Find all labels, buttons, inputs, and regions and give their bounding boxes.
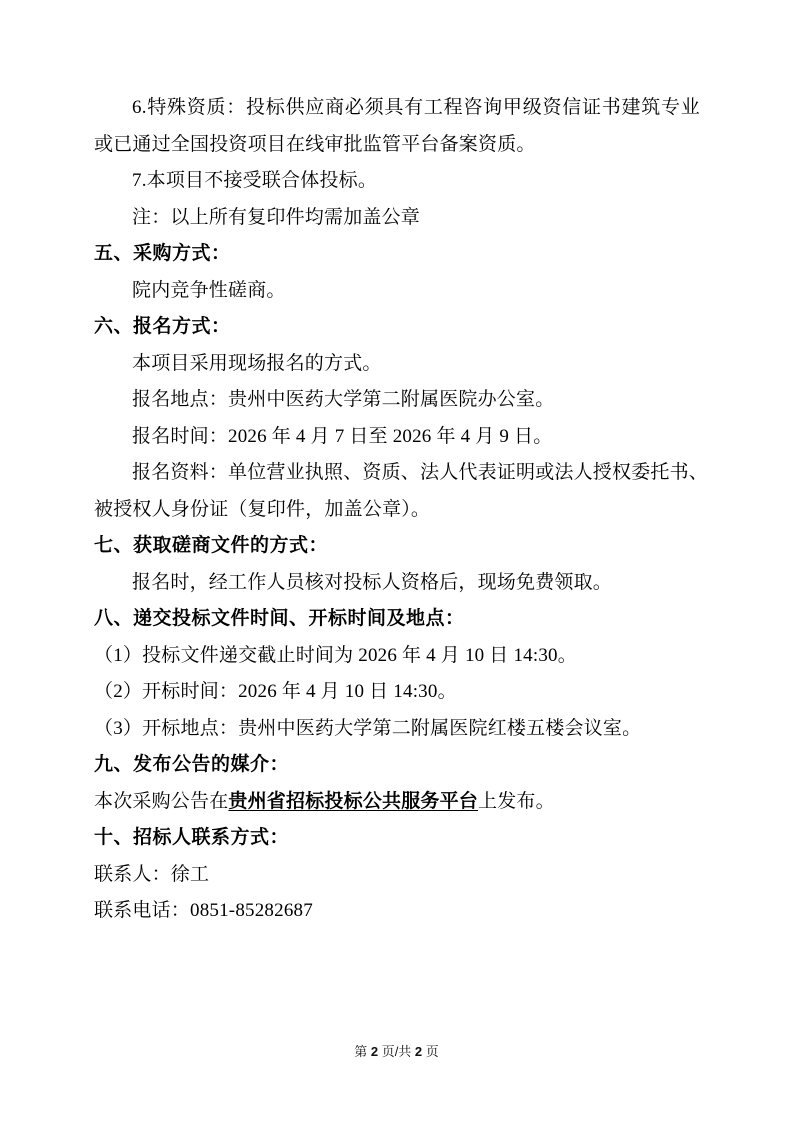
paragraph-line bbox=[94, 893, 700, 930]
platform-name-text: 贵州省招标投标公共服务平台 bbox=[228, 790, 479, 812]
paragraph-line bbox=[94, 382, 700, 419]
paragraph-line bbox=[94, 638, 700, 675]
text-segment: 十、招标人联系方式： bbox=[94, 827, 290, 848]
text-segment: （2）开标时间：2026 年 4 月 10 日 14:30。 bbox=[94, 681, 457, 702]
paragraph-line bbox=[94, 674, 700, 711]
text-segment: 报名时间：2026 年 4 月 7 日至 2026 年 4 月 9 日。 bbox=[132, 425, 553, 447]
paragraph-line bbox=[94, 419, 700, 456]
paragraph-line bbox=[94, 163, 700, 200]
text-segment: 本次采购公告在 bbox=[94, 790, 229, 812]
footer-text: 第 bbox=[354, 1044, 371, 1059]
text-segment: 7.本项目不接受联合体投标。 bbox=[132, 170, 378, 191]
page-number: 2 bbox=[414, 1044, 423, 1059]
text-segment: 六、报名方式： bbox=[94, 316, 231, 337]
footer-text: 页 bbox=[422, 1044, 439, 1059]
text-segment: 注：以上所有复印件均需加盖公章 bbox=[132, 206, 421, 228]
text-segment: 报名资料：单位营业执照、资质、法人代表证明或法人授权委托书、 bbox=[132, 462, 709, 483]
section-heading bbox=[94, 528, 700, 565]
paragraph-line bbox=[94, 711, 700, 748]
paragraph-line bbox=[94, 90, 700, 127]
text-segment: 联系人：徐工 bbox=[94, 863, 210, 885]
section-heading bbox=[94, 820, 700, 857]
paragraph-line bbox=[94, 565, 700, 602]
paragraph-line bbox=[94, 346, 700, 383]
text-segment: 报名地点：贵州中医药大学第二附属医院办公室。 bbox=[132, 389, 555, 410]
page-number: 2 bbox=[370, 1044, 379, 1059]
page-footer bbox=[0, 1043, 793, 1061]
section-heading bbox=[94, 309, 700, 346]
text-segment: 6.特殊资质：投标供应商必须具有工程咨询甲级资信证书建筑专业 bbox=[132, 97, 700, 118]
text-segment: 院内竞争性磋商。 bbox=[132, 279, 286, 301]
text-segment: （3）开标地点：贵州中医药大学第二附属医院红楼五楼会议室。 bbox=[94, 717, 642, 739]
text-segment: 或已通过全国投资项目在线审批监管平台备案资质。 bbox=[94, 133, 536, 155]
footer-text: 页/共 bbox=[378, 1044, 415, 1059]
paragraph-line bbox=[94, 857, 700, 894]
text-segment: 九、发布公告的媒介： bbox=[94, 754, 290, 775]
text-segment: 本项目采用现场报名的方式。 bbox=[132, 352, 382, 374]
paragraph-line bbox=[94, 200, 700, 237]
text-segment: 七、获取磋商文件的方式： bbox=[94, 535, 329, 556]
text-segment: 五、采购方式： bbox=[94, 243, 231, 264]
paragraph-line bbox=[94, 455, 709, 492]
text-segment: 被授权人身份证（复印件，加盖公章）。 bbox=[94, 498, 431, 520]
paragraph-line bbox=[94, 273, 700, 310]
paragraph-line bbox=[94, 127, 700, 164]
text-segment: （1）投标文件递交截止时间为 2026 年 4 月 10 日 14:30。 bbox=[94, 644, 577, 666]
section-heading bbox=[94, 236, 700, 273]
document-body bbox=[94, 90, 709, 930]
section-heading bbox=[94, 747, 700, 784]
text-segment: 上发布。 bbox=[478, 790, 555, 812]
section-heading bbox=[94, 601, 700, 638]
text-segment: 八、递交投标文件时间、开标时间及地点： bbox=[94, 608, 465, 629]
paragraph-line bbox=[94, 784, 700, 821]
text-segment: 联系电话：0851-85282687 bbox=[94, 900, 313, 921]
paragraph-line bbox=[94, 492, 700, 529]
text-segment: 报名时，经工作人员核对投标人资格后，现场免费领取。 bbox=[132, 571, 613, 593]
